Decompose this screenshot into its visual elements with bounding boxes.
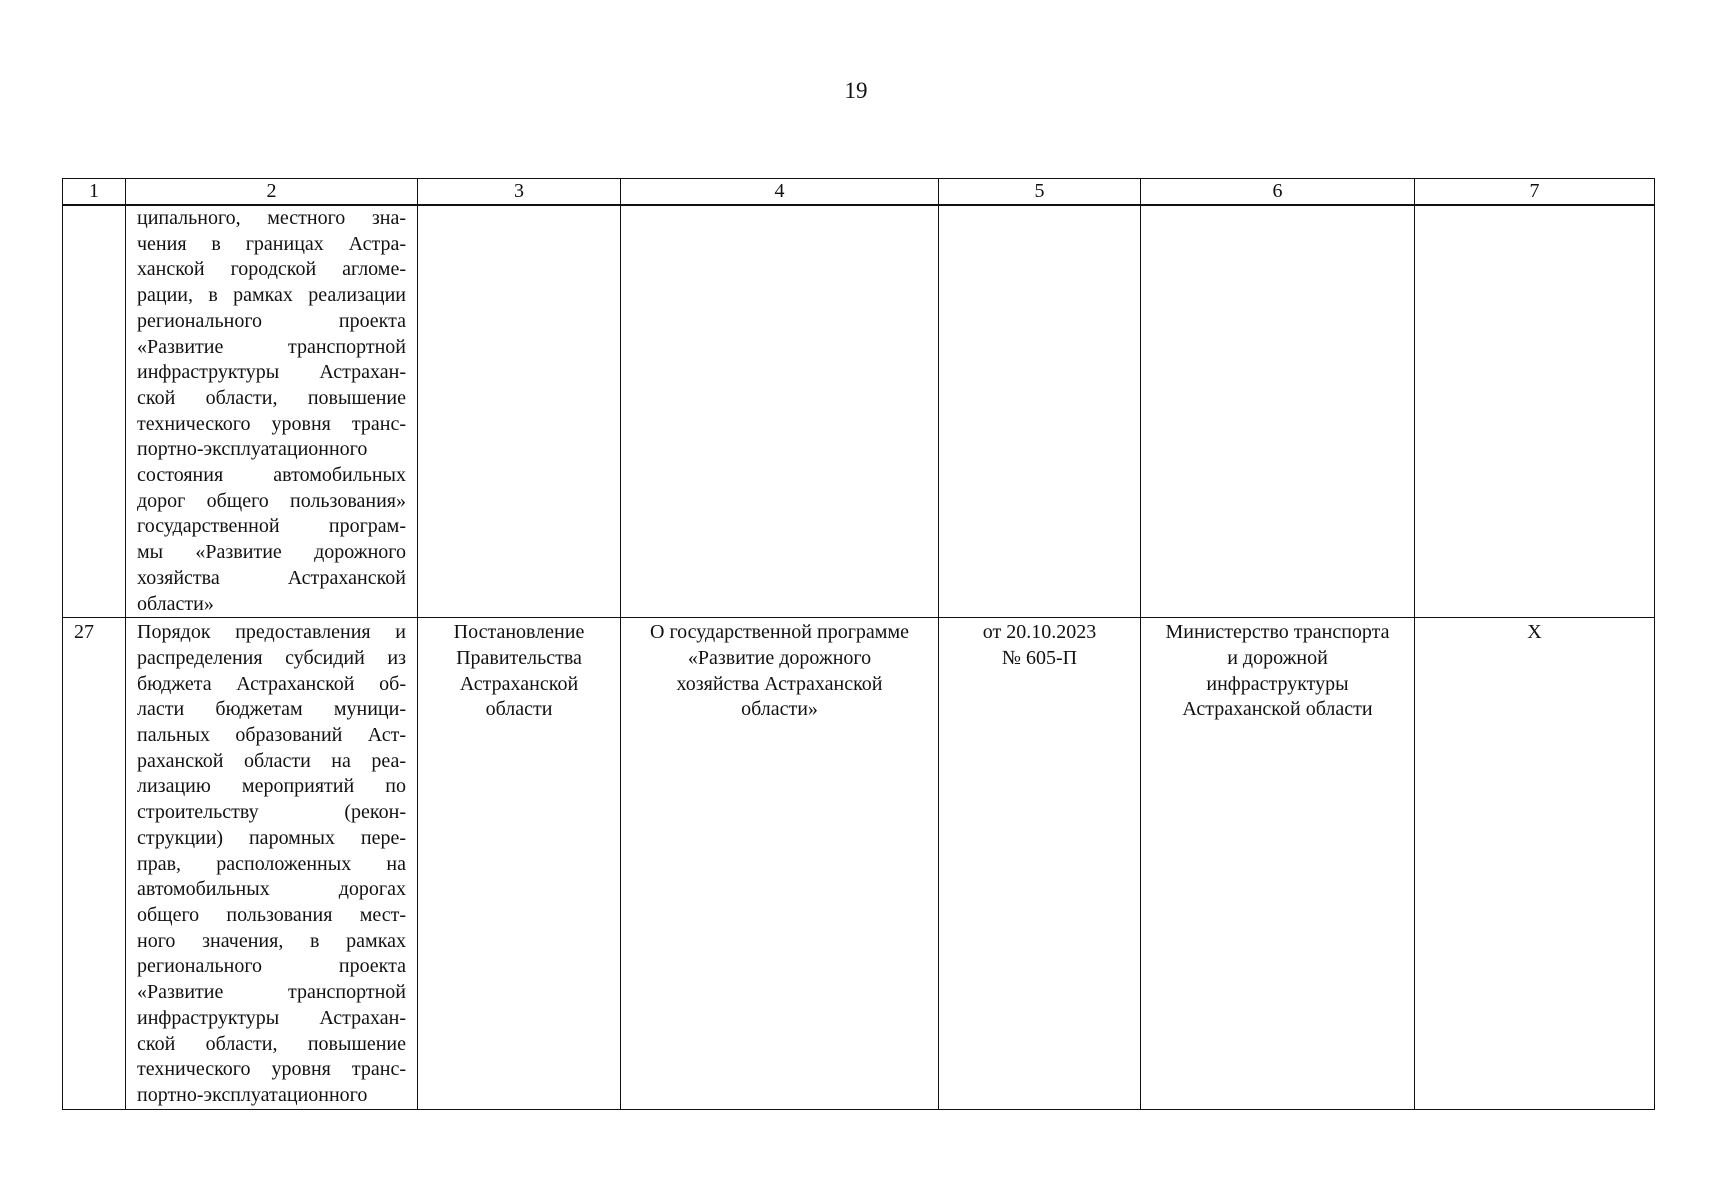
text-line: «Развитие транспортной <box>137 335 406 358</box>
text-line: дорог общего пользования» <box>137 489 406 512</box>
table-row-27 <box>63 618 1655 1109</box>
text-line: Правительства <box>456 646 582 669</box>
text-line: хозяйства Астраханской <box>676 672 883 695</box>
text-line: регионального проекта <box>137 955 406 978</box>
table-header-row <box>63 179 1655 206</box>
text-line: технического уровня транс- <box>137 412 406 435</box>
text-line: инфраструктуры Астрахан- <box>137 1006 406 1029</box>
text-line: хозяйства Астраханской <box>137 566 406 589</box>
text-line: Министерство транспорта <box>1165 621 1390 644</box>
text-line: чения в границах Астра- <box>137 232 406 255</box>
text-line: бюджета Астраханской об- <box>137 672 406 695</box>
text-line: ской области, повышение <box>137 1032 406 1055</box>
text-line: портно-эксплуатационного <box>137 438 368 461</box>
text-line: от 20.10.2023 <box>982 621 1097 644</box>
authority-cell <box>1141 205 1415 618</box>
text-line: Астраханской области <box>1182 698 1373 721</box>
doc-title-cell <box>621 205 939 618</box>
doc-title-cell <box>621 618 939 1109</box>
col7-cell: Х <box>1415 618 1655 1109</box>
doc-type-cell <box>418 618 621 1109</box>
text-line: пальных образований Аст- <box>137 724 406 747</box>
text-line: № 605-П <box>1001 646 1078 669</box>
text-line: струкции) паромных пере- <box>137 826 406 849</box>
text-line: ханской городской агломе- <box>137 258 406 281</box>
text-line: мы «Развитие дорожного <box>137 541 406 564</box>
text-line: автомобильных дорогах <box>137 878 406 901</box>
text-line: Порядок предоставления и <box>137 621 406 644</box>
header-cell: 3 <box>418 179 621 206</box>
header-cell: 7 <box>1415 179 1655 206</box>
header-cell: 2 <box>126 179 418 206</box>
text-line: «Развитие транспортной <box>137 981 406 1004</box>
text-line: ного значения, в рамках <box>137 929 406 952</box>
text-line: О государственной программе <box>650 621 909 644</box>
text-line: Постановление <box>453 621 585 644</box>
header-cell: 6 <box>1141 179 1415 206</box>
text-line: распределения субсидий из <box>137 646 406 669</box>
page-number: 19 <box>844 78 868 103</box>
text-line: государственной програм- <box>137 515 406 538</box>
doc-date-cell <box>939 618 1141 1109</box>
doc-date-cell <box>939 205 1141 618</box>
text-line: области» <box>741 698 818 721</box>
text-line: регионального проекта <box>137 309 406 332</box>
text-line: технического уровня транс- <box>137 1058 406 1081</box>
text-line: и дорожной <box>1227 646 1328 669</box>
text-line: области <box>485 698 553 721</box>
text-line: области» <box>137 592 214 615</box>
text-line: общего пользования мест- <box>137 903 406 926</box>
authority-cell <box>1141 618 1415 1109</box>
text-line: ской области, повышение <box>137 386 406 409</box>
text-line: раханской области на реа- <box>137 749 406 772</box>
measure-name-cell <box>126 205 418 618</box>
text-line: Астраханской <box>459 672 579 695</box>
text-line: инфраструктуры Астрахан- <box>137 361 406 384</box>
measure-name-cell <box>126 618 418 1109</box>
text-line: прав, расположенных на <box>137 852 406 875</box>
text-line: портно-эксплуатационного <box>137 1083 368 1106</box>
table-row-continuation <box>63 205 1655 618</box>
text-line: «Развитие дорожного <box>687 646 872 669</box>
document-table <box>62 178 1655 1110</box>
text-line: состояния автомобильных <box>137 464 406 487</box>
header-cell: 4 <box>621 179 939 206</box>
text-line: строительству (рекон- <box>137 801 406 824</box>
text-line: инфраструктуры <box>1206 672 1349 695</box>
row-number-cell: 27 <box>63 618 126 1109</box>
doc-type-cell <box>418 205 621 618</box>
text-line: лизацию мероприятий по <box>137 775 406 798</box>
text-line: ласти бюджетам муници- <box>137 698 406 721</box>
header-cell: 1 <box>63 179 126 206</box>
header-cell: 5 <box>939 179 1141 206</box>
col7-cell <box>1415 205 1655 618</box>
row-number-cell <box>63 205 126 618</box>
text-line: ципального, местного зна- <box>137 207 406 229</box>
text-line: рации, в рамках реализации <box>137 284 406 307</box>
